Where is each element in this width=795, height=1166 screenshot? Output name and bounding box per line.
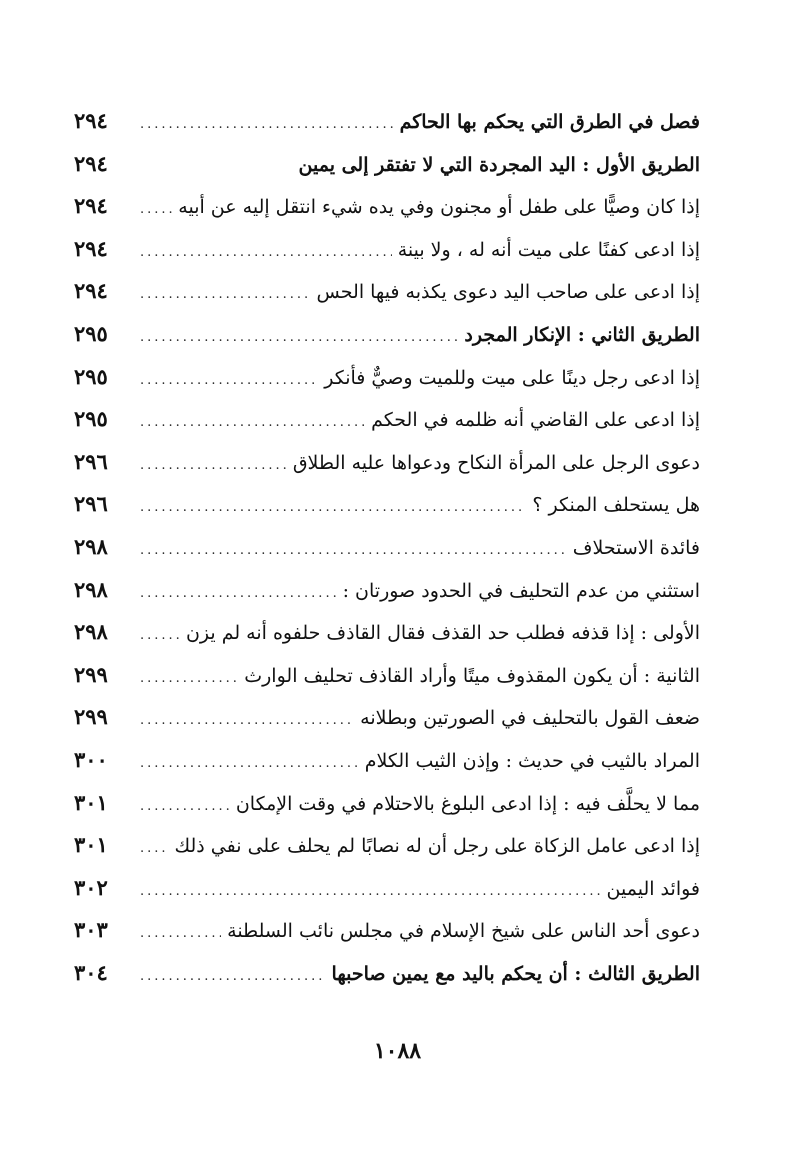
toc-leader-dots [140,245,392,260]
toc-entry [74,662,700,705]
toc-leader-dots [140,628,180,643]
toc-entry-title: الطريق الثالث : أن يحكم باليد مع يمين صاحبها [331,962,700,985]
toc-leader-dots [140,926,221,941]
toc-leader-dots [140,756,359,771]
toc-entry [74,747,700,790]
toc-entry [74,832,700,875]
toc-page-number: ٢٩٩ [74,704,108,730]
toc-entry-title: دعوى أحد الناس على شيخ الإسلام في مجلس نائب السلطنة [227,920,700,943]
toc-entry-title: هل يستحلف المنكر ؟ [532,494,700,517]
toc-entry-title: مما لا يحلَّف فيه : إذا ادعى البلوغ بالاحتلام في وقت الإمكان [235,792,700,815]
toc-entry-title: الأولى : إذا قذفه فطلب حد القذف فقال القاذف حلفوه أنه لم يزن [185,622,700,645]
page-folio: ١٠٨٨ [373,1038,422,1064]
toc-page-number: ٣٠٠ [74,746,108,772]
toc-leader-dots [140,671,238,686]
toc-entry [74,151,700,194]
toc-leader-dots [140,969,326,984]
toc-entry-title: الثانية : أن يكون المقذوف ميتًا وأراد القاذف تحليف الوارث [244,664,700,687]
toc-entry [74,108,700,151]
toc-page-number: ٣٠٣ [74,917,108,943]
toc-leader-dots [140,884,601,899]
toc-page-number: ٢٩٤ [74,278,108,304]
toc-entry [74,406,700,449]
toc-page-number: ٢٩٨ [74,619,108,645]
toc-entry-title: إذا ادعى كفنًا على ميت أنه له ، ولا بينة [397,238,700,261]
toc-leader-dots [140,586,337,601]
toc-leader-dots [140,458,287,473]
toc-leader-dots [140,543,567,558]
toc-page-number: ٢٩٦ [74,448,108,474]
toc-entry [74,449,700,492]
toc-leader-dots [140,500,526,515]
toc-entry [74,704,700,747]
toc-entry-title: إذا ادعى عامل الزكاة على رجل أن له نصابًا لم يحلف على نفي ذلك [174,835,700,858]
toc-entry [74,790,700,833]
toc-leader-dots [140,287,311,302]
toc-entry [74,321,700,364]
toc-entry-title: المراد بالثيب في حديث : وإذن الثيب الكلام [364,749,700,772]
toc-entry-title: دعوى الرجل على المرأة النكاح ودعواها عليه الطلاق [292,451,700,474]
toc-page-number: ٢٩٦ [74,491,108,517]
toc-leader-dots [140,799,230,814]
toc-page-number: ٢٩٨ [74,533,108,559]
toc-page-number: ٢٩٤ [74,108,108,133]
toc-page-number: ٢٩٤ [74,150,108,176]
toc-entry-title: استثني من عدم التحليف في الحدود صورتان : [342,579,700,602]
toc-entry-title: إذا ادعى على القاضي أنه ظلمه في الحكم [371,409,700,432]
toc-entry-title: ضعف القول بالتحليف في الصورتين وبطلانه [360,707,700,730]
toc-entry [74,619,700,662]
toc-page-number: ٢٩٤ [74,193,108,219]
toc-entry [74,960,700,1003]
toc-entry [74,534,700,577]
toc-entry [74,364,700,407]
toc-page-number: ٢٩٥ [74,320,108,346]
toc-page-number: ٢٩٨ [74,576,108,602]
toc-entry [74,577,700,620]
toc-page-number: ٣٠٤ [74,959,108,985]
toc-page-number: ٣٠١ [74,789,108,815]
toc-leader-dots [140,713,354,728]
toc-page-number: ٣٠٢ [74,874,108,900]
toc-leader-dots [140,117,394,132]
toc-leader-dots [140,373,318,388]
toc-page-number: ٢٩٥ [74,363,108,389]
toc-entry [74,193,700,236]
toc-entry [74,917,700,960]
toc-entry-title: فصل في الطرق التي يحكم بها الحاكم [399,111,700,133]
toc-entry-title: فائدة الاستحلاف [572,536,700,559]
toc-entry [74,875,700,918]
toc-entry-title: الطريق الأول : اليد المجردة التي لا تفتقر إلى يمين [298,153,700,176]
toc-page-number: ٢٩٥ [74,406,108,432]
toc-entry-title: إذا كان وصيًّا على طفل أو مجنون وفي يده شيء انتقل إليه عن أبيه [178,196,700,219]
table-of-contents [74,108,700,1002]
toc-entry [74,278,700,321]
toc-leader-dots [140,330,458,345]
toc-entry-title: إذا ادعى رجل دينًا على ميت وللميت وصيٌّ فأنكر [324,366,700,389]
toc-entry-title: الطريق الثاني : الإنكار المجرد [464,323,700,346]
toc-leader-dots [140,415,365,430]
toc-entry [74,236,700,279]
toc-page-number: ٢٩٩ [74,661,108,687]
toc-entry-title: إذا ادعى على صاحب اليد دعوى يكذبه فيها الحس [316,281,700,304]
toc-entry [74,491,700,534]
toc-leader-dots [140,841,169,856]
toc-leader-dots [140,202,172,217]
toc-page-number: ٣٠١ [74,832,108,858]
toc-entry-title: فوائد اليمين [606,877,700,900]
toc-page-number: ٢٩٤ [74,235,108,261]
